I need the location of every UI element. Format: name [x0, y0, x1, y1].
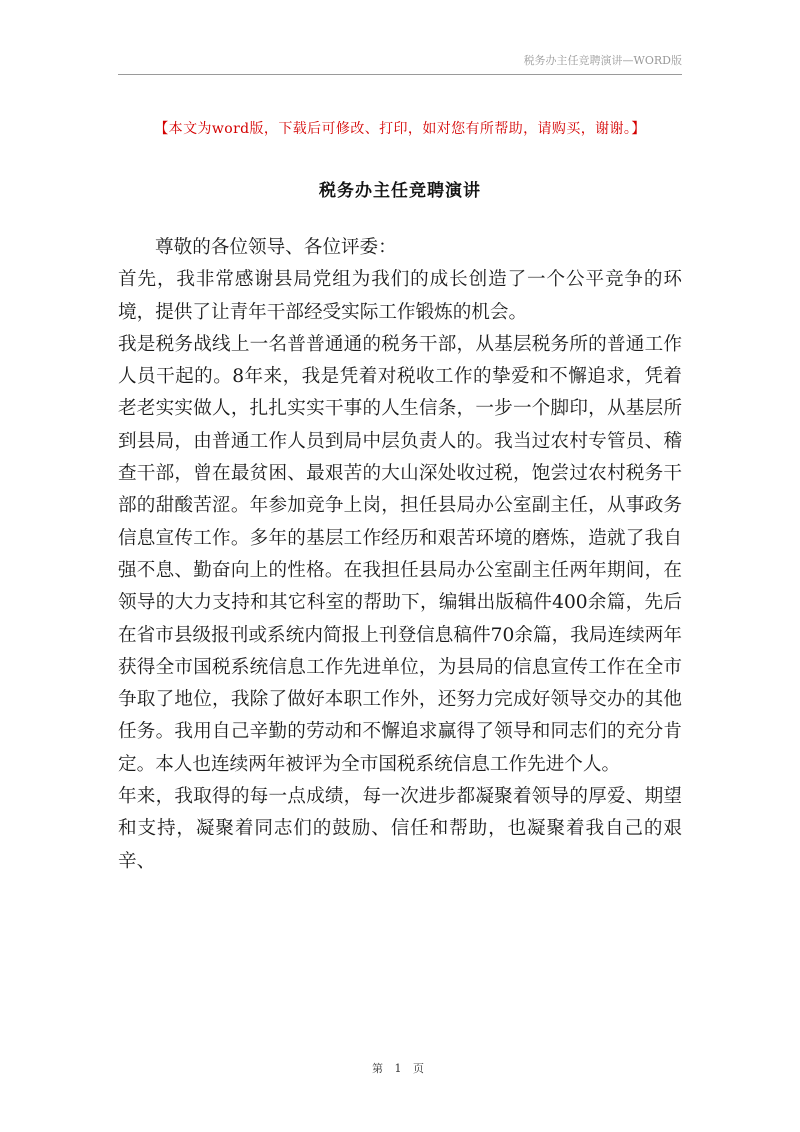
- paragraph: 我是税务战线上一名普普通通的税务干部，从基层税务所的普通工作人员干起的。8年来，我是凭着对税收工作的挚爱和不懈追求，凭着老老实实做人，扎扎实实干事的人生信条，一步一个脚印，从基层所到县局，由普通工作人员到局中层负责人的。我当过农村专管员、稽查干部，曾在最贫困、最艰苦的大山深处收过税，饱尝过农村税务干部的甜酸苦涩。年参加竞争上岗，担任县局办公室副主任，从事政务信息宣传工作。多年的基层工作经历和艰苦环境的磨炼，造就了我自强不息、勤奋向上的性格。在我担任县局办公室副主任两年期间，在领导的大力支持和其它科室的帮助下，编辑出版稿件400余篇，先后在省市县级报刊或系统内简报上刊登信息稿件70余篇，我局连续两年获得全市国税系统信息工作先进单位，为县局的信息宣传工作在全市争取了地位，我除了做好本职工作外，还努力完成好领导交办的其他任务。我用自己辛勤的劳动和不懈追求赢得了领导和同志们的充分肯定。本人也连续两年被评为全市国税系统信息工作先进个人。: [118, 333, 682, 775]
- download-notice: 【本文为word版，下载后可修改、打印，如对您有所帮助，请购买，谢谢。】: [154, 121, 646, 137]
- greeting: 尊敬的各位领导、各位评委：: [155, 237, 397, 258]
- paragraph: 首先，我非常感谢县局党组为我们的成长创造了一个公平竞争的环境，提供了让青年干部经受实际工作锻炼的机会。: [118, 269, 682, 323]
- header-divider: [118, 74, 682, 75]
- page-number: 第 1 页: [372, 1062, 428, 1075]
- document-body: [118, 232, 682, 878]
- paragraph: 年来，我取得的每一点成绩，每一次进步都凝聚着领导的厚爱、期望和支持，凝聚着同志们的鼓励、信任和帮助，也凝聚着我自己的艰辛、: [118, 786, 682, 872]
- document-title: 税务办主任竞聘演讲: [319, 181, 481, 201]
- running-header: 税务办主任竞聘演讲—WORD版: [523, 54, 682, 67]
